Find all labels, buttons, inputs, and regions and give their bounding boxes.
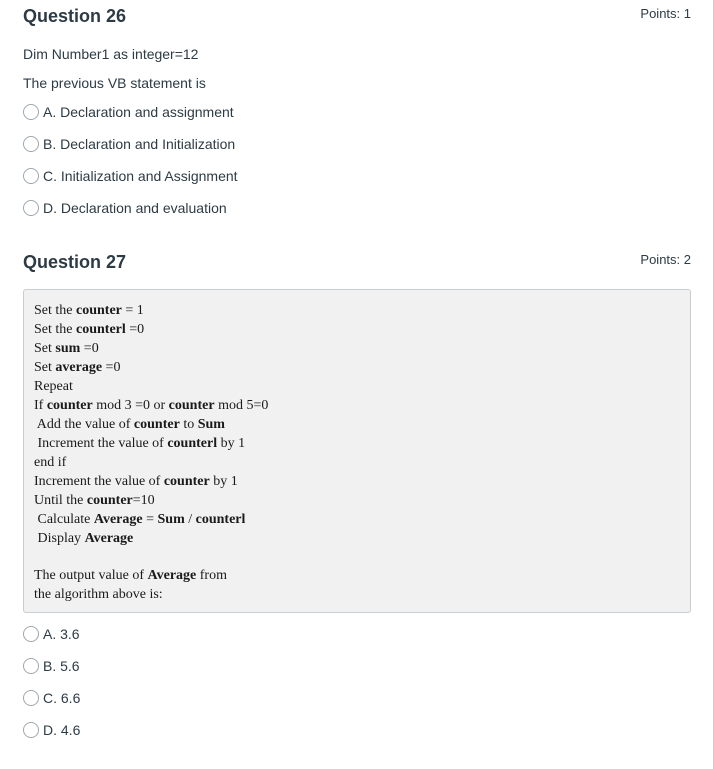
question-27-prompt-line: The output value of Average from bbox=[34, 568, 227, 583]
question-27-answers bbox=[23, 618, 691, 746]
question-26-answer-a[interactable] bbox=[23, 96, 691, 128]
code-line: Set the counterl =0 bbox=[34, 322, 145, 337]
code-line: Add the value of counter to Sum bbox=[34, 417, 225, 432]
question-27-answer-c[interactable] bbox=[23, 682, 691, 714]
question-26-stem-code: Dim Number1 as integer=12 bbox=[23, 46, 199, 62]
answer-label: C. 6.6 bbox=[43, 690, 81, 706]
answer-label: B. 5.6 bbox=[43, 658, 80, 674]
question-26 bbox=[23, 0, 691, 224]
radio-button[interactable] bbox=[23, 168, 39, 184]
code-line: Increment the value of counter by 1 bbox=[34, 474, 238, 489]
code-line: Repeat bbox=[34, 379, 73, 394]
answer-label: A. Declaration and assignment bbox=[43, 104, 234, 120]
question-27-answer-a[interactable] bbox=[23, 618, 691, 650]
code-line: Calculate Average = Sum / counterl bbox=[34, 512, 246, 527]
question-27-title: Question 27 bbox=[23, 252, 127, 272]
question-27 bbox=[23, 246, 691, 738]
question-26-answer-c[interactable] bbox=[23, 160, 691, 192]
answer-label: B. Declaration and Initialization bbox=[43, 136, 236, 152]
code-line: Set the counter = 1 bbox=[34, 303, 144, 318]
question-27-answer-b[interactable] bbox=[23, 650, 691, 682]
answer-label: A. 3.6 bbox=[43, 626, 80, 642]
question-26-answers bbox=[23, 96, 691, 224]
question-26-header bbox=[23, 0, 691, 34]
code-line: end if bbox=[34, 455, 67, 470]
question-27-prompt-line: the algorithm above is: bbox=[34, 587, 163, 602]
code-line: Set sum =0 bbox=[34, 341, 99, 356]
radio-button[interactable] bbox=[23, 136, 39, 152]
code-line: Set average =0 bbox=[34, 360, 121, 375]
question-26-answer-b[interactable] bbox=[23, 128, 691, 160]
answer-label: D. 4.6 bbox=[43, 722, 81, 738]
question-26-answer-d[interactable] bbox=[23, 192, 691, 224]
radio-button[interactable] bbox=[23, 658, 39, 674]
question-27-header bbox=[23, 246, 691, 280]
radio-button[interactable] bbox=[23, 722, 39, 738]
code-spacer bbox=[34, 548, 690, 566]
code-line: Increment the value of counterl by 1 bbox=[34, 436, 246, 451]
answer-label: C. Initialization and Assignment bbox=[43, 168, 238, 184]
question-26-points: Points: 1 bbox=[640, 6, 691, 21]
answer-label: D. Declaration and evaluation bbox=[43, 200, 227, 216]
radio-button[interactable] bbox=[23, 104, 39, 120]
radio-button[interactable] bbox=[23, 200, 39, 216]
radio-button[interactable] bbox=[23, 690, 39, 706]
radio-button[interactable] bbox=[23, 626, 39, 642]
code-line: If counter mod 3 =0 or counter mod 5=0 bbox=[34, 398, 269, 413]
question-26-stem-prompt: The previous VB statement is bbox=[23, 75, 206, 91]
question-27-answer-d[interactable] bbox=[23, 714, 691, 746]
question-26-title: Question 26 bbox=[23, 6, 127, 26]
code-line: Display Average bbox=[34, 531, 134, 546]
code-line: Until the counter=10 bbox=[34, 493, 155, 508]
algorithm-code-box bbox=[23, 289, 691, 613]
question-27-points: Points: 2 bbox=[640, 252, 691, 267]
